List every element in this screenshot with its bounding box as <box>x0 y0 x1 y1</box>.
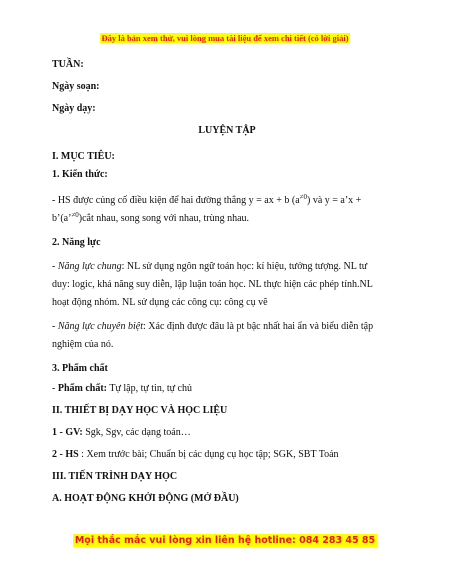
section-objectives-heading: I. MỤC TIÊU: <box>52 151 115 162</box>
hotline-footer <box>0 530 450 548</box>
preview-banner <box>0 28 450 46</box>
specific-competency-line1: - Năng lực chuyên biệt: Xác định được đâu là pt bậc nhất hai ẩn và biểu diễn tập <box>52 321 374 332</box>
general-competency-line3: hoạt động nhóm. NL sử dụng các công cụ: công cụ vẽ <box>52 297 268 308</box>
general-competency-line2: duy: logic, khả năng suy diễn, lập luận toán học. NL thực hiện các phép tính.NL <box>52 279 373 290</box>
knowledge-paragraph-line1: - HS được củng cố điều kiện để hai đường thẳng y = ax + b $(a^{\ne 0})$ và y = a’x + <box>52 193 362 206</box>
student-materials-line: 2 - HS : Xem trước bài; Chuẩn bị các dụng cụ học tập; SGK, SBT Toán <box>52 449 339 460</box>
qualities-line: - Phẩm chất: Tự lập, tự tin, tự chủ <box>52 383 192 394</box>
warmup-activity-heading: A. HOẠT ĐỘNG KHỞI ĐỘNG (MỞ ĐẦU) <box>52 493 239 504</box>
teacher-materials-line: 1 - GV: Sgk, Sgv, các dạng toán… <box>52 427 191 438</box>
hotline-footer-text: Mọi thắc mắc vui lòng xin liên hệ hotline: 084 283 45 85 <box>74 535 376 546</box>
teach-date-label: Ngày dạy: <box>52 103 96 114</box>
prep-date-label: Ngày soạn: <box>52 81 100 92</box>
competency-heading: 2. Năng lực <box>52 237 101 248</box>
preview-banner-text: Đây là bản xem thử, vui lòng mua tài liệu để xem chi tiết (có lời giải) <box>101 33 349 43</box>
specific-competency-line2: nghiệm của nó. <box>52 339 114 350</box>
qualities-heading: 3. Phẩm chất <box>52 363 108 374</box>
week-label: TUẦN: <box>52 59 84 70</box>
section-equipment-heading: II. THIẾT BỊ DẠY HỌC VÀ HỌC LIỆU <box>52 405 228 416</box>
general-competency-line1: - Năng lực chung: NL sử dụng ngôn ngữ toán học: kí hiệu, tưởng tượng. NL tư <box>52 261 368 272</box>
knowledge-heading: 1. Kiến thức: <box>52 169 108 180</box>
page-title: LUYỆN TẬP <box>198 125 256 136</box>
section-process-heading: III. TIẾN TRÌNH DẠY HỌC <box>52 471 178 482</box>
knowledge-paragraph-line2: b’(a’$^{\ne 0}$)cắt nhau, song song với nhau, trùng nhau. <box>52 211 250 224</box>
